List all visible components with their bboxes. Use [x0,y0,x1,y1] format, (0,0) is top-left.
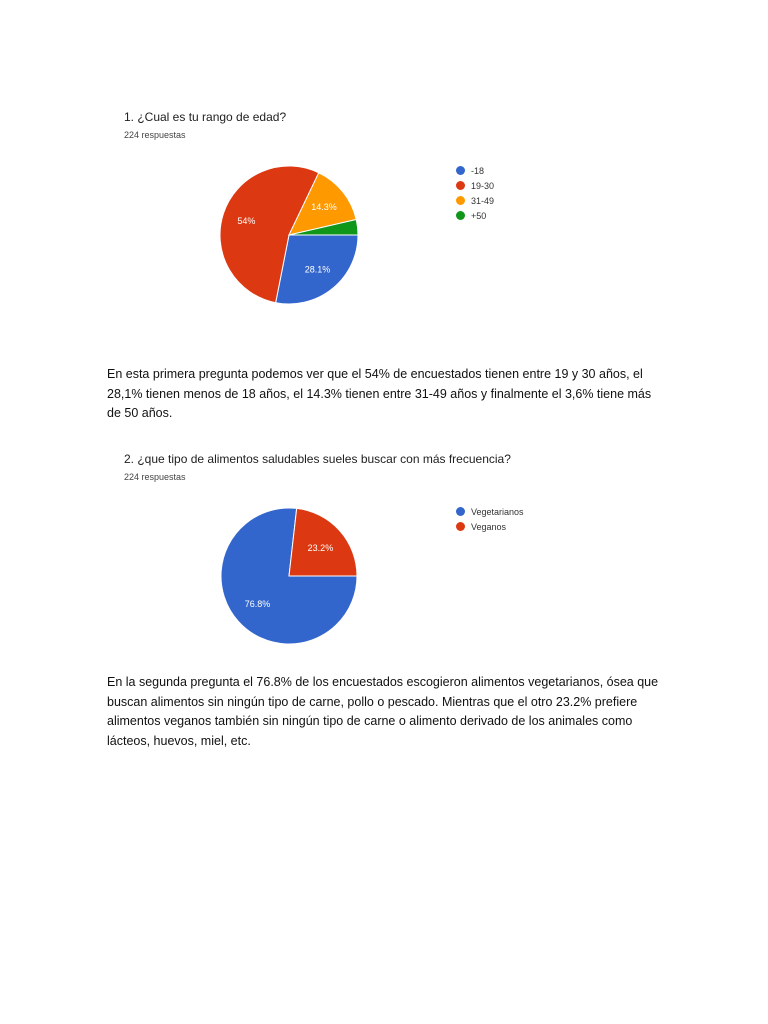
chart-subtitle: 224 respuestas [124,130,186,140]
legend-item-18 [456,163,494,178]
legend-item-50 [456,208,494,223]
chart-card-age [108,96,660,332]
chart-legend [456,504,524,534]
legend-label: -18 [471,165,485,176]
pie-slice-label: 54% [237,215,256,226]
chart-card-food [108,438,660,656]
legend-item-19-30 [456,178,494,193]
paragraph-age-analysis: En esta primera pregunta podemos ver que el 54% de encuestados tienen entre 19 y 30 años, el 28,1% tienen menos de 18 años, el 14.3% tienen entre 31-49 años y finalmente el 3,6% tiene más de 50 años. [107,367,652,420]
legend-label: Veganos [471,521,507,532]
pie-chart-food [108,438,660,656]
legend-swatch [456,166,465,175]
legend-swatch [456,522,465,531]
paragraph-food-analysis: En la segunda pregunta el 76.8% de los encuestados escogieron alimentos vegetarianos, ósea que buscan alimentos sin ningún tipo de carne, pollo o pescado. Mientras que el otro 23.2% prefiere alimentos veganos también sin ningún tipo de carne o alimento derivado de los animales como lácteos, huevos, miel, etc. [107,675,659,748]
pie-slice-label: 76.8% [244,599,271,610]
legend-swatch [456,196,465,205]
pie-slice-label: 28.1% [304,264,331,275]
legend-label: Vegetarianos [471,506,524,517]
chart-title: 2. ¿que tipo de alimentos saludables sueles buscar con más frecuencia? [124,452,511,466]
legend-item-31-49 [456,193,494,208]
legend-label: 19-30 [471,180,495,191]
chart-legend [456,163,494,223]
legend-item-vegetarianos [456,504,524,519]
legend-swatch [456,181,465,190]
legend-swatch [456,507,465,516]
legend-swatch [456,211,465,220]
chart-subtitle: 224 respuestas [124,472,186,482]
pie-slice-label: 23.2% [307,542,334,553]
chart-title: 1. ¿Cual es tu rango de edad? [124,110,287,124]
legend-item-veganos [456,519,524,534]
legend-label: +50 [471,210,487,221]
pie-slice-label: 14.3% [311,201,337,212]
legend-label: 31-49 [471,195,495,206]
pie-chart-age [108,96,660,332]
